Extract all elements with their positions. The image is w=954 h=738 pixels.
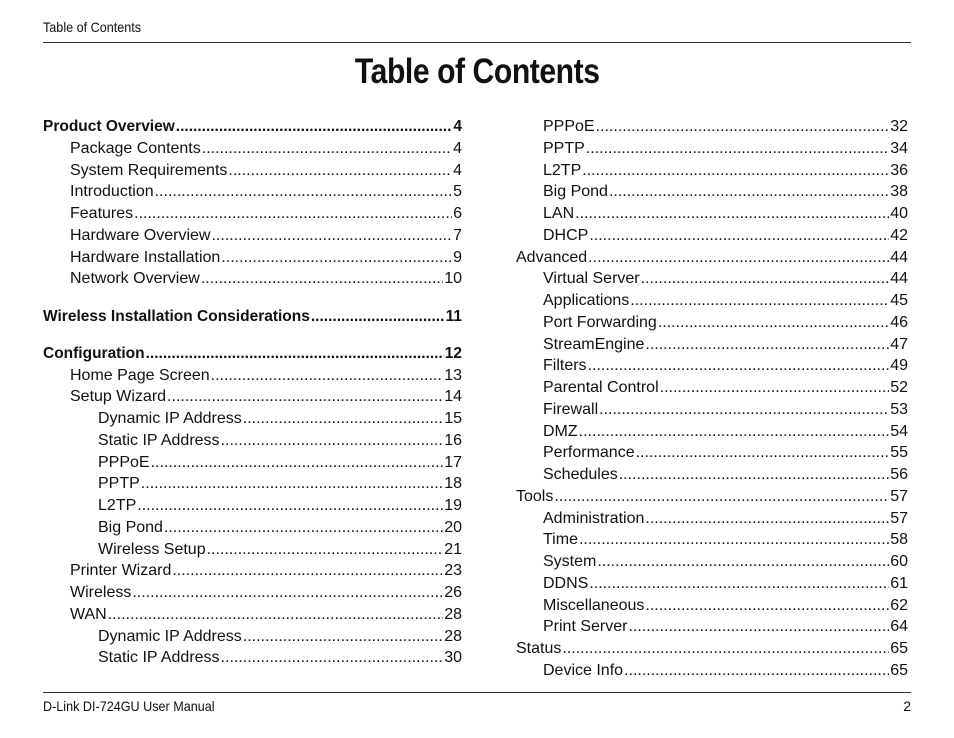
toc-dot-leader xyxy=(164,517,443,539)
toc-page-number: 42 xyxy=(890,226,908,244)
toc-entry-title: Port Forwarding xyxy=(543,313,657,331)
running-header: Table of Contents xyxy=(43,19,142,35)
toc-entry[interactable] xyxy=(516,399,908,421)
toc-entry-title: Miscellaneous xyxy=(543,596,645,614)
toc-entry-title: Package Contents xyxy=(70,139,201,157)
toc-left-column xyxy=(43,116,462,669)
toc-dot-leader xyxy=(228,160,452,182)
toc-entry[interactable] xyxy=(516,529,908,551)
toc-dot-leader xyxy=(201,268,443,290)
toc-dot-leader xyxy=(636,442,890,464)
toc-dot-leader xyxy=(562,638,889,660)
toc-entry[interactable] xyxy=(43,116,462,138)
toc-page-number: 57 xyxy=(890,509,908,527)
toc-entry-title: PPPoE xyxy=(98,453,150,471)
toc-page-number: 7 xyxy=(453,226,462,244)
toc-entry-title: Hardware Installation xyxy=(70,248,221,266)
toc-entry-title: Status xyxy=(516,640,562,657)
toc-entry-title: Configuration xyxy=(43,344,145,362)
toc-entry[interactable] xyxy=(516,508,908,530)
toc-dot-leader xyxy=(645,334,889,356)
toc-dot-leader xyxy=(589,573,889,595)
toc-dot-leader xyxy=(146,343,444,365)
toc-page-number: 13 xyxy=(444,366,462,384)
toc-entry-title: StreamEngine xyxy=(543,335,645,353)
toc-page-number: 14 xyxy=(444,388,462,406)
toc-entry[interactable] xyxy=(516,290,908,312)
toc-entry[interactable] xyxy=(43,539,462,561)
toc-entry[interactable] xyxy=(516,160,908,182)
toc-dot-leader xyxy=(579,421,890,443)
toc-dot-leader xyxy=(108,604,443,626)
toc-dot-leader xyxy=(624,660,889,682)
toc-entry[interactable] xyxy=(516,268,908,290)
toc-entry[interactable] xyxy=(43,365,462,387)
toc-entry[interactable] xyxy=(516,638,908,660)
toc-page-number: 44 xyxy=(890,270,908,288)
toc-dot-leader xyxy=(221,247,452,269)
toc-entry[interactable] xyxy=(516,377,908,399)
toc-page-number: 57 xyxy=(890,487,908,505)
toc-entry[interactable] xyxy=(43,626,462,648)
toc-entry-title: Dynamic IP Address xyxy=(98,627,242,645)
toc-entry[interactable] xyxy=(516,181,908,203)
toc-entry[interactable] xyxy=(516,464,908,486)
toc-entry-title: Hardware Overview xyxy=(70,226,211,244)
toc-entry-title: Wireless Installation Considerations xyxy=(43,307,310,325)
toc-page-number: 11 xyxy=(445,307,462,325)
toc-entry[interactable] xyxy=(516,225,908,247)
toc-dot-leader xyxy=(582,160,889,182)
toc-dot-leader xyxy=(609,181,889,203)
toc-entry[interactable] xyxy=(516,486,908,508)
toc-dot-leader xyxy=(207,539,444,561)
toc-page-number: 6 xyxy=(453,205,462,222)
toc-page-number: 44 xyxy=(890,248,908,266)
toc-dot-leader xyxy=(211,365,444,387)
header-rule xyxy=(43,42,911,43)
toc-entry[interactable] xyxy=(516,551,908,573)
toc-entry[interactable] xyxy=(516,616,908,638)
toc-entry-title: L2TP xyxy=(543,161,582,179)
toc-page-number: 47 xyxy=(890,335,908,353)
toc-entry[interactable] xyxy=(43,517,462,539)
toc-dot-leader xyxy=(645,508,889,530)
toc-dot-leader xyxy=(658,312,889,334)
toc-page-number: 65 xyxy=(890,640,908,657)
toc-page-number: 49 xyxy=(890,357,908,375)
toc-dot-leader xyxy=(588,247,889,269)
toc-page-number: 18 xyxy=(444,475,462,493)
toc-entry[interactable] xyxy=(43,203,462,225)
toc-entry[interactable] xyxy=(516,442,908,464)
toc-entry-title: Device Info xyxy=(543,661,624,679)
toc-entry-title: Big Pond xyxy=(543,183,608,201)
toc-entry-title: Tools xyxy=(516,487,554,505)
toc-entry-title: System Requirements xyxy=(70,161,228,179)
toc-dot-leader xyxy=(167,386,443,408)
toc-entry-title: Printer Wizard xyxy=(70,562,172,580)
toc-page-number: 5 xyxy=(453,183,462,201)
toc-entry[interactable] xyxy=(516,247,908,269)
toc-entry-title: Filters xyxy=(543,357,587,375)
toc-page-number: 28 xyxy=(444,605,462,623)
toc-dot-leader xyxy=(137,495,443,517)
toc-dot-leader xyxy=(641,268,890,290)
toc-dot-leader xyxy=(141,473,443,495)
toc-page-number: 16 xyxy=(444,431,462,449)
toc-page-number: 19 xyxy=(444,497,462,514)
toc-dot-leader xyxy=(151,452,444,474)
toc-entry[interactable] xyxy=(43,560,462,582)
toc-entry-title: Static IP Address xyxy=(98,431,220,449)
toc-entry-title: Static IP Address xyxy=(98,649,220,667)
toc-dot-leader xyxy=(172,560,443,582)
toc-dot-leader xyxy=(586,138,889,160)
toc-entry-title: Virtual Server xyxy=(543,270,640,288)
toc-entry[interactable] xyxy=(516,312,908,334)
toc-entry[interactable] xyxy=(516,595,908,617)
toc-entry[interactable] xyxy=(43,225,462,247)
toc-page-number: 23 xyxy=(444,562,462,580)
toc-dot-leader xyxy=(155,181,452,203)
toc-page-number: 9 xyxy=(453,248,462,266)
toc-page-number: 65 xyxy=(890,661,908,679)
toc-entry-title: Applications xyxy=(543,292,630,309)
toc-entry-title: Wireless xyxy=(70,584,132,601)
toc-entry[interactable] xyxy=(43,408,462,430)
page-title-text: Table of Contents xyxy=(354,52,600,91)
toc-entry-title: Setup Wizard xyxy=(70,388,167,406)
toc-entry-title: Schedules xyxy=(543,466,618,483)
toc-dot-leader xyxy=(221,647,444,669)
toc-entry[interactable] xyxy=(43,604,462,626)
toc-dot-leader xyxy=(176,116,453,138)
toc-entry[interactable] xyxy=(43,247,462,269)
toc-dot-leader xyxy=(202,138,452,160)
toc-entry-title: Parental Control xyxy=(543,379,659,396)
page-title xyxy=(0,52,954,92)
toc-entry-title: Home Page Screen xyxy=(70,366,210,384)
toc-entry[interactable] xyxy=(43,582,462,604)
toc-page-number: 46 xyxy=(890,313,908,331)
toc-entry-title: Network Overview xyxy=(70,270,200,288)
toc-page-number: 15 xyxy=(444,410,462,427)
toc-entry-title: System xyxy=(543,553,597,570)
toc-page-number: 4 xyxy=(453,118,462,135)
toc-entry[interactable] xyxy=(43,268,462,290)
toc-entry-title: Introduction xyxy=(70,183,154,201)
toc-dot-leader xyxy=(211,225,452,247)
toc-entry[interactable] xyxy=(516,334,908,356)
toc-dot-leader xyxy=(589,225,889,247)
toc-entry-title: Time xyxy=(543,531,578,549)
toc-page-number: 55 xyxy=(890,444,908,462)
toc-entry-title: PPTP xyxy=(543,139,585,157)
toc-entry-title: Wireless Setup xyxy=(98,540,206,558)
footer-page-number: 2 xyxy=(903,698,911,714)
toc-dot-leader xyxy=(134,203,452,225)
toc-entry[interactable] xyxy=(43,138,462,160)
toc-page-number: 40 xyxy=(890,205,908,222)
toc-page-number: 4 xyxy=(453,139,462,157)
toc-entry[interactable] xyxy=(43,343,462,365)
toc-page-number: 34 xyxy=(890,139,908,157)
toc-entry-title: Firewall xyxy=(543,400,599,418)
toc-page-number: 58 xyxy=(890,531,908,549)
toc-page-number: 53 xyxy=(890,400,908,418)
toc-page-number: 10 xyxy=(444,270,462,288)
toc-entry[interactable] xyxy=(43,647,462,669)
toc-page-number: 36 xyxy=(890,161,908,179)
toc-entry[interactable] xyxy=(43,386,462,408)
toc-page-number: 56 xyxy=(890,466,908,483)
toc-page-number: 38 xyxy=(890,183,908,201)
toc-page-number: 61 xyxy=(890,574,908,592)
toc-dot-leader xyxy=(645,595,889,617)
toc-page-number: 60 xyxy=(890,553,908,570)
toc-dot-leader xyxy=(575,203,889,225)
toc-entry-title: WAN xyxy=(70,605,107,623)
toc-dot-leader xyxy=(630,290,889,312)
toc-entry-title: Big Pond xyxy=(98,518,163,536)
footer-rule xyxy=(43,692,911,693)
toc-dot-leader xyxy=(588,355,890,377)
toc-dot-leader xyxy=(311,306,445,328)
toc-right-column xyxy=(516,116,908,682)
toc-dot-leader xyxy=(619,464,889,486)
toc-entry[interactable] xyxy=(43,160,462,182)
toc-entry[interactable] xyxy=(516,355,908,377)
toc-entry-title: Print Server xyxy=(543,618,628,636)
toc-dot-leader xyxy=(554,486,889,508)
toc-entry[interactable] xyxy=(516,203,908,225)
toc-dot-leader xyxy=(599,399,889,421)
toc-dot-leader xyxy=(243,408,443,430)
toc-page-number: 28 xyxy=(444,627,462,645)
toc-entry-title: PPTP xyxy=(98,475,140,493)
toc-entry[interactable] xyxy=(516,421,908,443)
toc-page-number: 21 xyxy=(444,540,462,558)
toc-entry[interactable] xyxy=(43,452,462,474)
toc-entry-title: Features xyxy=(70,205,134,222)
toc-page-number: 32 xyxy=(890,118,908,135)
toc-entry[interactable] xyxy=(43,306,462,328)
toc-entry-title: DHCP xyxy=(543,226,589,244)
toc-entry[interactable] xyxy=(516,116,908,138)
toc-page-number: 30 xyxy=(444,649,462,667)
toc-page-number: 64 xyxy=(890,618,908,636)
toc-dot-leader xyxy=(596,116,890,138)
toc-entry[interactable] xyxy=(43,181,462,203)
toc-entry-title: DDNS xyxy=(543,574,589,592)
toc-page-number: 26 xyxy=(444,584,462,601)
toc-entry-title: Administration xyxy=(543,509,645,527)
toc-page-number: 4 xyxy=(453,161,462,179)
toc-entry[interactable] xyxy=(43,495,462,517)
toc-page-number: 52 xyxy=(890,379,908,396)
toc-entry-title: DMZ xyxy=(543,422,578,440)
toc-entry-title: Performance xyxy=(543,444,635,462)
toc-dot-leader xyxy=(579,529,889,551)
toc-dot-leader xyxy=(660,377,890,399)
toc-dot-leader xyxy=(597,551,889,573)
toc-dot-leader xyxy=(243,626,443,648)
toc-page-number: 45 xyxy=(890,292,908,309)
toc-entry[interactable] xyxy=(516,660,908,682)
toc-dot-leader xyxy=(132,582,443,604)
toc-page-number: 20 xyxy=(444,518,462,536)
toc-entry-title: L2TP xyxy=(98,497,137,514)
toc-entry[interactable] xyxy=(516,573,908,595)
toc-entry-title: Advanced xyxy=(516,248,588,266)
toc-entry-title: Dynamic IP Address xyxy=(98,410,242,427)
toc-entry-title: Product Overview xyxy=(43,118,175,135)
toc-page-number: 17 xyxy=(444,453,462,471)
toc-entry[interactable] xyxy=(516,138,908,160)
toc-page-number: 62 xyxy=(890,596,908,614)
toc-entry[interactable] xyxy=(43,473,462,495)
toc-entry[interactable] xyxy=(43,430,462,452)
toc-page-number: 12 xyxy=(444,344,462,362)
footer-manual-name: D-Link DI-724GU User Manual xyxy=(43,698,215,714)
toc-dot-leader xyxy=(221,430,444,452)
toc-page-number: 54 xyxy=(890,422,908,440)
toc-dot-leader xyxy=(628,616,889,638)
toc-entry-title: PPPoE xyxy=(543,118,595,135)
toc-entry-title: LAN xyxy=(543,205,575,222)
